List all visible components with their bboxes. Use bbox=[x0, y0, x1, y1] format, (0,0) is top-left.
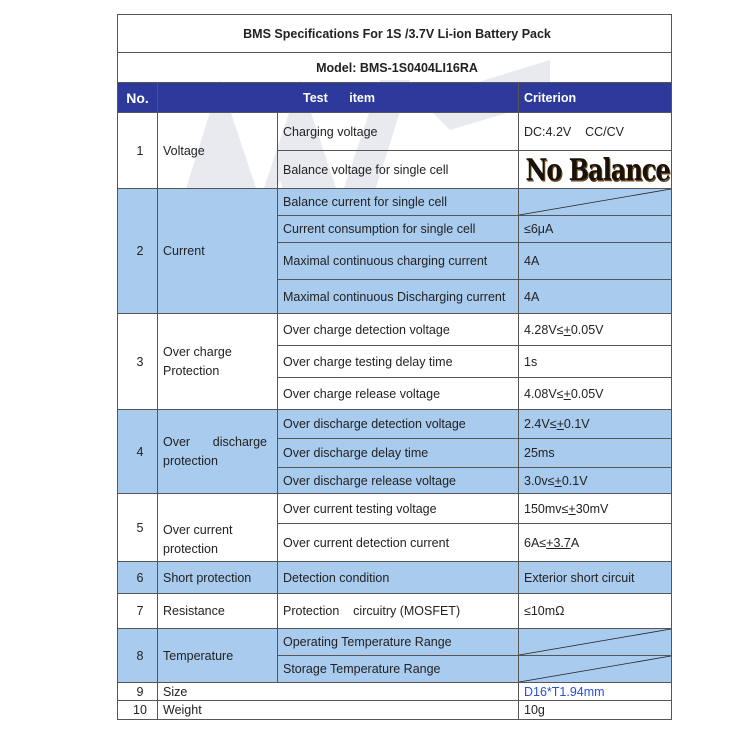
test-item: Maximal continuous charging current bbox=[278, 243, 519, 280]
test-item: Storage Temperature Range bbox=[278, 656, 519, 683]
row-category bbox=[158, 494, 278, 562]
diagonal-line-icon bbox=[519, 189, 671, 215]
row-number: 5 bbox=[118, 494, 158, 562]
row-category bbox=[158, 314, 278, 410]
test-item: Current consumption for single cell bbox=[278, 216, 519, 243]
row-category: Voltage bbox=[158, 113, 278, 189]
table-row bbox=[118, 683, 672, 701]
table-row bbox=[118, 629, 672, 656]
table-row bbox=[118, 701, 672, 720]
header-row bbox=[118, 83, 672, 113]
header-criterion: Criterion bbox=[519, 83, 672, 113]
not-applicable-slash bbox=[519, 629, 672, 656]
test-item: Over discharge release voltage bbox=[278, 468, 519, 494]
table-row bbox=[118, 189, 672, 216]
row-category: Short protection bbox=[158, 562, 278, 594]
category-line: protection bbox=[163, 453, 218, 468]
criterion: 25ms bbox=[519, 439, 672, 468]
category-line: Over charge bbox=[163, 344, 232, 359]
test-item: Operating Temperature Range bbox=[278, 629, 519, 656]
criterion: 4A bbox=[519, 280, 672, 314]
table-row bbox=[118, 594, 672, 629]
test-item: Over charge release voltage bbox=[278, 378, 519, 410]
diagonal-line-icon bbox=[519, 656, 671, 682]
table-row bbox=[118, 113, 672, 151]
category-line: Over current bbox=[163, 523, 233, 537]
criterion: ≤10mΩ bbox=[519, 594, 672, 629]
criterion: Exterior short circuit bbox=[519, 562, 672, 594]
row-category: Size bbox=[158, 683, 519, 701]
criterion: 4A bbox=[519, 243, 672, 280]
row-number: 6 bbox=[118, 562, 158, 594]
criterion: 10g bbox=[519, 701, 672, 720]
test-item: Detection condition bbox=[278, 562, 519, 594]
table-row bbox=[118, 562, 672, 594]
table-row bbox=[118, 410, 672, 439]
row-category: Over discharge protection bbox=[158, 410, 278, 494]
row-category: Resistance bbox=[158, 594, 278, 629]
criterion: DC:4.2V CC/CV bbox=[519, 113, 672, 151]
row-number: 3 bbox=[118, 314, 158, 410]
criterion: 4.28V≤+0.05V bbox=[519, 314, 672, 346]
row-number: 9 bbox=[118, 683, 158, 701]
row-number: 4 bbox=[118, 410, 158, 494]
test-item: Maximal continuous Discharging current bbox=[278, 280, 519, 314]
test-item: Balance voltage for single cell bbox=[278, 151, 519, 189]
category-line: protection bbox=[163, 542, 218, 556]
criterion: ≤6μA bbox=[519, 216, 672, 243]
row-number: 10 bbox=[118, 701, 158, 720]
test-item: Balance current for single cell bbox=[278, 189, 519, 216]
criterion: 2.4V≤+0.1V bbox=[519, 410, 672, 439]
test-item: Over discharge delay time bbox=[278, 439, 519, 468]
model-label: Model: BMS-1S0404LI16RA bbox=[118, 53, 672, 83]
criterion: 3.0v≤+0.1V bbox=[519, 468, 672, 494]
criterion: 6A≤+3.7A bbox=[519, 524, 672, 562]
table-title: BMS Specifications For 1S /3.7V Li-ion Battery Pack bbox=[118, 15, 672, 53]
header-test-item: Test item bbox=[158, 83, 519, 113]
no-balance-text: No Balance bbox=[525, 151, 670, 188]
diagonal-line-icon bbox=[519, 629, 671, 655]
model-row bbox=[118, 53, 672, 83]
row-number: 2 bbox=[118, 189, 158, 314]
criterion: 1s bbox=[519, 346, 672, 378]
no-balance-stamp bbox=[519, 151, 672, 189]
row-number: 7 bbox=[118, 594, 158, 629]
category-line: Protection bbox=[163, 363, 220, 378]
row-number: 1 bbox=[118, 113, 158, 189]
criterion: 150mv≤+30mV bbox=[519, 494, 672, 524]
criterion: D16*T1.94mm bbox=[519, 683, 672, 701]
not-applicable-slash bbox=[519, 656, 672, 683]
row-category: Current bbox=[158, 189, 278, 314]
test-item: Over discharge detection voltage bbox=[278, 410, 519, 439]
test-item: Over current detection current bbox=[278, 524, 519, 562]
test-item: Over current testing voltage bbox=[278, 494, 519, 524]
row-category: Temperature bbox=[158, 629, 278, 683]
not-applicable-slash bbox=[519, 189, 672, 216]
table-row bbox=[118, 314, 672, 346]
row-number: 8 bbox=[118, 629, 158, 683]
bms-spec-table bbox=[117, 14, 672, 720]
title-row bbox=[118, 15, 672, 53]
test-item: Protection circuitry (MOSFET) bbox=[278, 594, 519, 629]
test-item: Charging voltage bbox=[278, 113, 519, 151]
header-no: No. bbox=[118, 83, 158, 113]
criterion: 4.08V≤+0.05V bbox=[519, 378, 672, 410]
table-row bbox=[118, 494, 672, 524]
row-category: Weight bbox=[158, 701, 519, 720]
test-item: Over charge detection voltage bbox=[278, 314, 519, 346]
test-item: Over charge testing delay time bbox=[278, 346, 519, 378]
